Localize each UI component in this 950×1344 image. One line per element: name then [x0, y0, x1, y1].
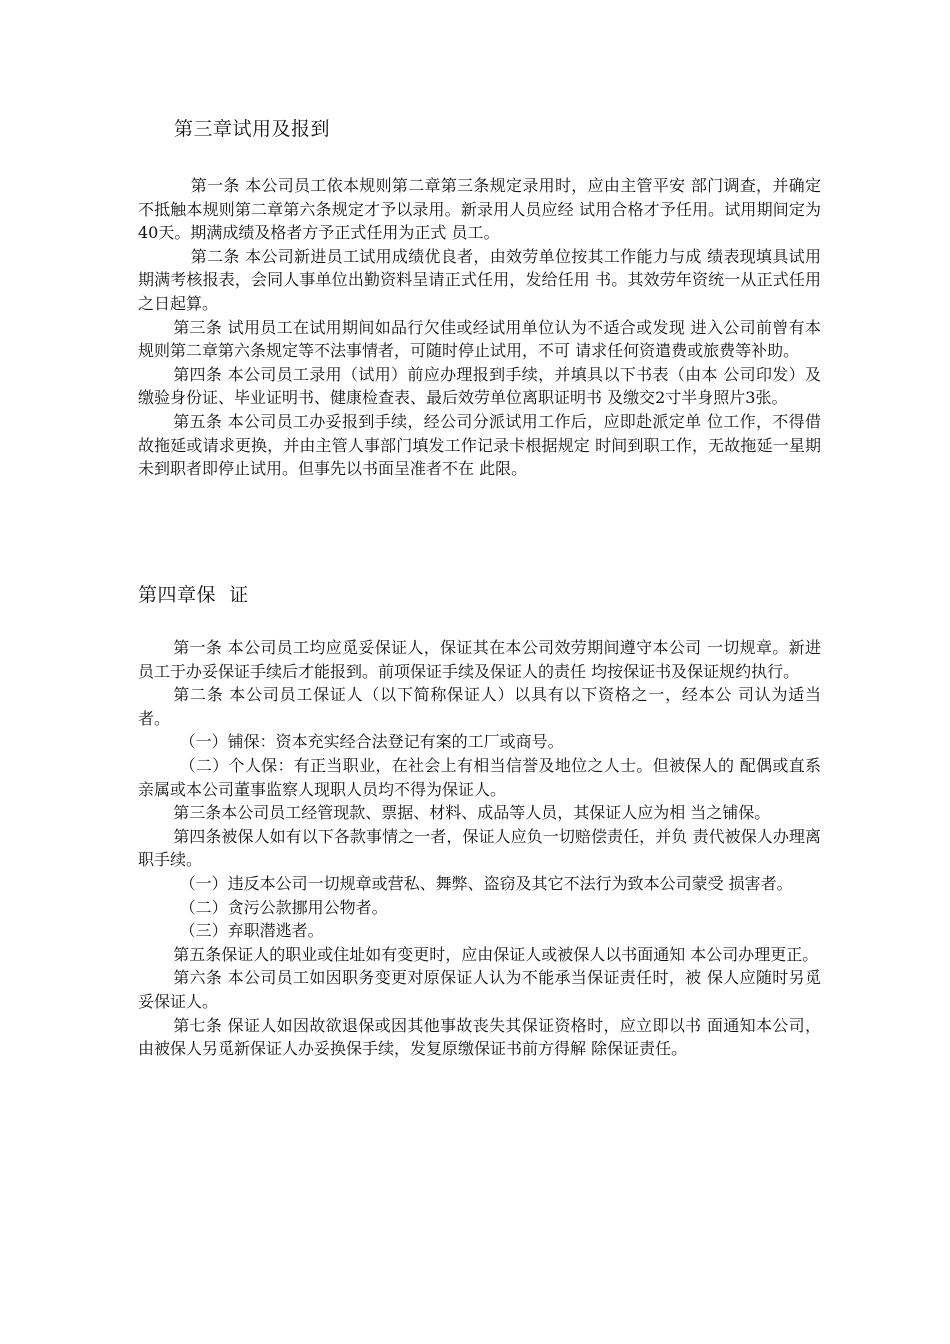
chapter4-article-5: 第五条保证人的职业或住址如有变更时，应由保证人或被保人以书面通知 本公司办理更正。	[173, 944, 819, 964]
chapter3-title: 第三章试用及报到	[174, 118, 331, 140]
chapter4-article-2: 第二条 本公司员工保证人（以下简称保证人）以具有以下资格之一，经本公 司认为适当者。	[138, 685, 821, 728]
chapter3-article-1: 第一条 本公司员工依本规则第二章第三条规定录用时，应由主管平安 部门调查，并确定不抵触本规则第二章第六条规定才予以录用。新录用人员应经 试用合格才予任用。试用期间定为40天。期满成绩及格者方予正式任用为正式 员工。	[138, 176, 821, 243]
chapter3-article-3: 第三条 试用员工在试用期间如品行欠佳或经试用单位认为不适合或发现 进入公司前曾有本规则第二章第六条规定等不法事情者，可随时停止试用，不可 请求任何资遣费或旅费等补助。	[138, 317, 821, 361]
chapter4-body	[138, 636, 821, 1061]
chapter4-article-7: 第七条 保证人如因故欲退保或因其他事故丧失其保证资格时，应立即以书 面通知本公司，由被保人另觅新保证人办妥换保手续，发复原缴保证书前方得解 除保证责任。	[138, 1015, 821, 1059]
chapter4-item: （一）违反本公司一切规章或营私、舞弊、盗窃及其它不法行为致本公司蒙受 损害者。	[179, 873, 793, 893]
chapter4-article-1: 第一条 本公司员工均应觅妥保证人，保证其在本公司效劳期间遵守本公司 一切规章。新进员工于办妥保证手续后才能报到。前项保证手续及保证人的责任 均按保证书及保证规约执行。	[138, 638, 821, 681]
chapter4-article-4: 第四条被保人如有以下各款事情之一者，保证人应负一切赔偿责任，并负 责代被保人办理离职手续。	[138, 826, 821, 870]
chapter4-item: （三）弃职潜逃者。	[179, 921, 324, 941]
chapter4-title: 第四章保 证	[138, 584, 249, 606]
chapter4-item: （一）铺保：资本充实经合法登记有案的工厂或商号。	[179, 732, 564, 752]
chapter3-article-5: 第五条 本公司员工办妥报到手续，经公司分派试用工作后，应即赴派定单 位工作，不得借故拖延或请求更换，并由主管人事部门填发工作记录卡根据规定 时间到职工作，无故拖延一星期未到职者即停止试用。但事先以书面呈准者不在 此限。	[138, 411, 821, 479]
chapter4-item: （二）贪污公款挪用公物者。	[179, 897, 388, 917]
chapter3-body	[138, 174, 821, 481]
chapter4-article-3: 第三条本公司员工经管现款、票据、材料、成品等人员，其保证人应为相 当之铺保。	[173, 803, 771, 823]
chapter4-article-6: 第六条 本公司员工如因职务变更对原保证人认为不能承当保证责任时，被 保人应随时另觅妥保证人。	[138, 968, 821, 1011]
chapter3-article-4: 第四条 本公司员工录用（试用）前应办理报到手续，并填具以下书表（由本 公司印发）及缴验身份证、毕业证明书、健康检查表、最后效劳单位离职证明书 及缴交2寸半身照片3张。	[138, 364, 821, 408]
chapter4-item: （二）个人保：有正当职业，在社会上有相当信誉及地位之人士。但被保人的 配偶或直系亲属或本公司董事监察人现职人员均不得为保证人。	[138, 755, 821, 799]
chapter3-article-2: 第二条 本公司新进员工试用成绩优良者，由效劳单位按其工作能力与成 绩表现填具试用期满考核报表，会同人事单位出勤资料呈请正式任用，发给任用 书。其效劳年资统一从正式任用之日起算。	[138, 246, 821, 313]
